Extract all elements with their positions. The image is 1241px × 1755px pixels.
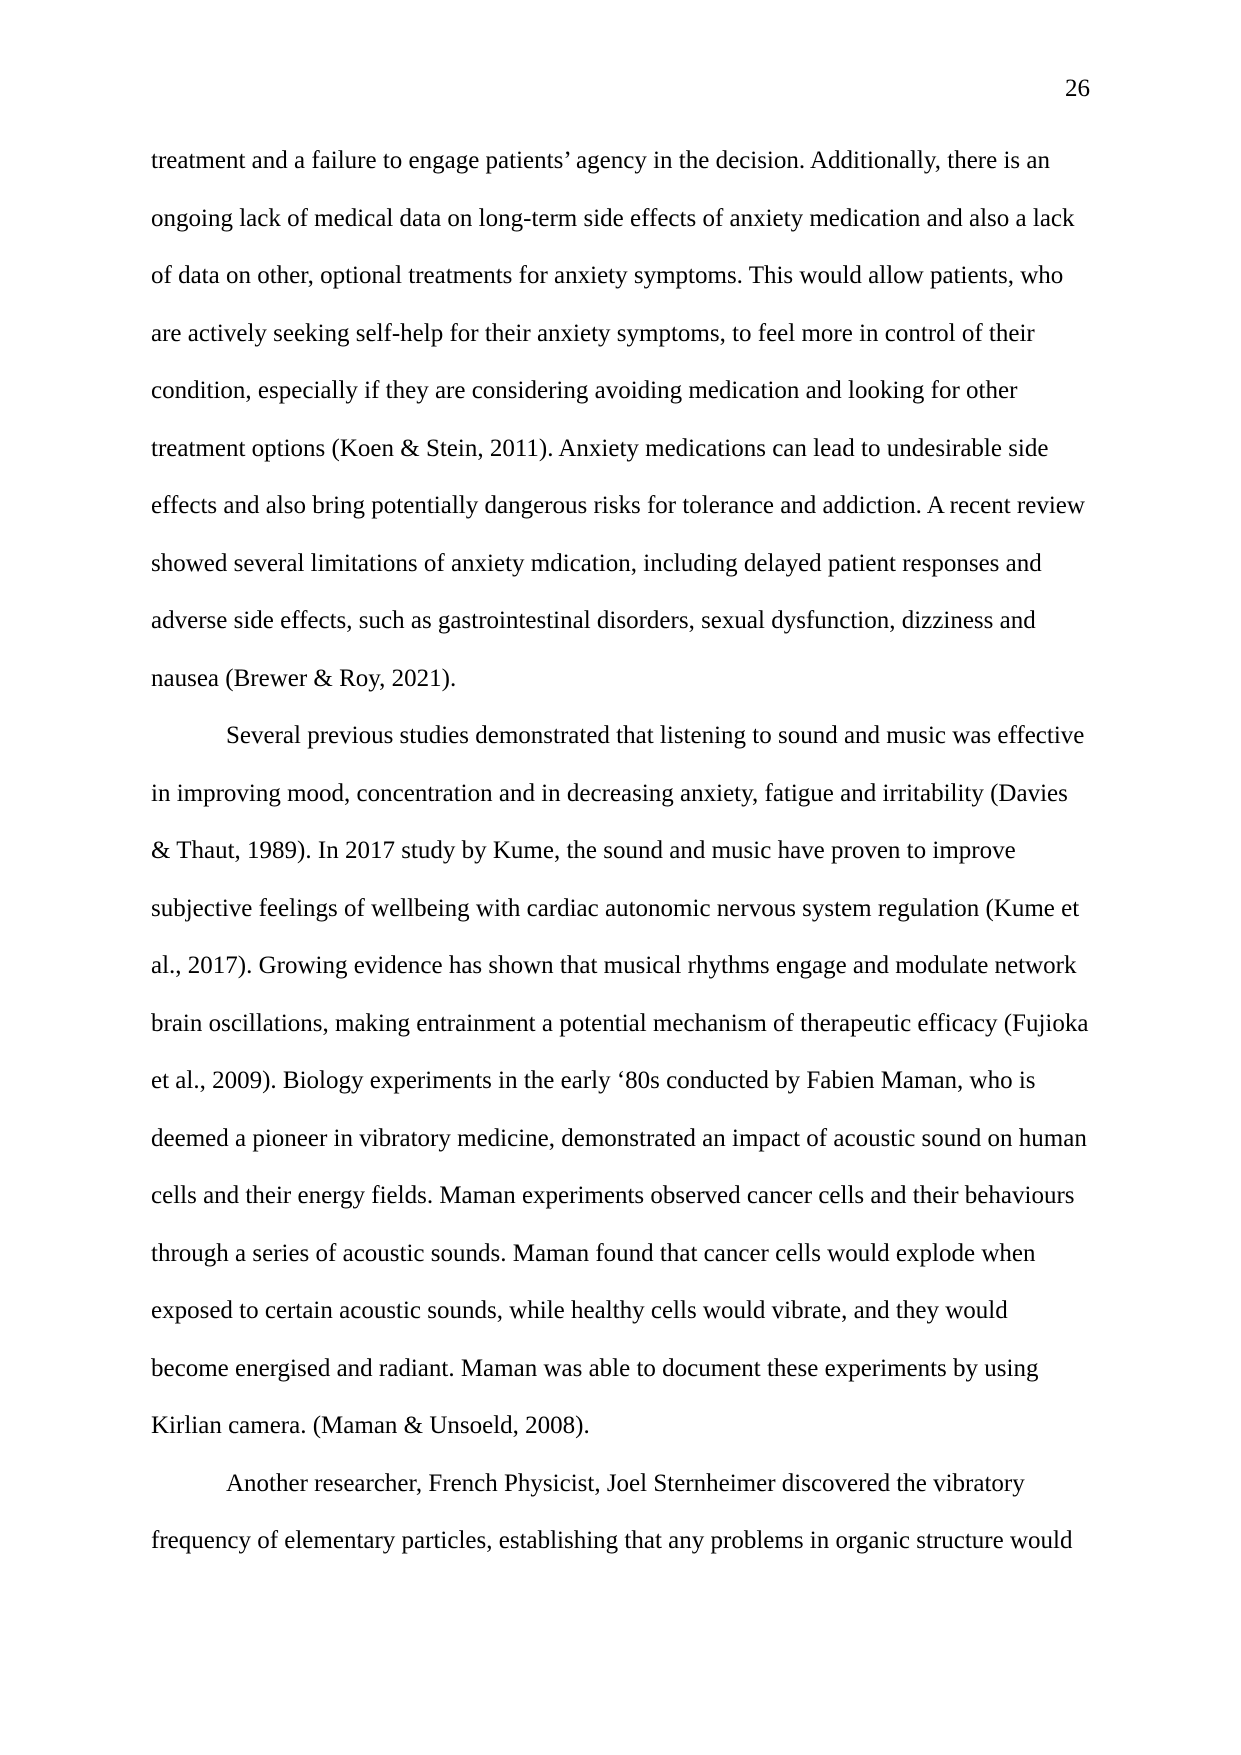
text-line: treatment options (Koen & Stein, 2011). Anxiety medications can lead to undesirable side: [151, 434, 1049, 462]
text-line: subjective feelings of wellbeing with cardiac autonomic nervous system regulation (Kume et: [151, 894, 1080, 922]
paragraph-2: [151, 720, 1111, 1468]
text-line: become energised and radiant. Maman was able to document these experiments by using: [151, 1354, 1039, 1382]
text-line: ongoing lack of medical data on long-term side effects of anxiety medication and also a lack: [151, 204, 1075, 232]
body-text: [151, 145, 1111, 1583]
text-line-indented: Several previous studies demonstrated that listening to sound and music was effective: [226, 722, 1085, 749]
text-line: et al., 2009). Biology experiments in the early ‘80s conducted by Fabien Maman, who is: [151, 1067, 1036, 1094]
text-line: cells and their energy fields. Maman experiments observed cancer cells and their behaviours: [151, 1182, 1075, 1209]
text-line: deemed a pioneer in vibratory medicine, demonstrated an impact of acoustic sound on human: [151, 1124, 1087, 1152]
text-line: Kirlian camera. (Maman & Unsoeld, 2008).: [151, 1412, 590, 1439]
text-line: effects and also bring potentially dangerous risks for tolerance and addiction. A recent review: [151, 492, 1085, 519]
text-line: of data on other, optional treatments for anxiety symptoms. This would allow patients, who: [151, 262, 1064, 289]
text-line: in improving mood, concentration and in decreasing anxiety, fatigue and irritability (Davies: [151, 779, 1068, 807]
text-line: al., 2017). Growing evidence has shown that musical rhythms engage and modulate network: [151, 952, 1077, 979]
text-line: brain oscillations, making entrainment a potential mechanism of therapeutic efficacy (Fujioka: [151, 1009, 1089, 1037]
paragraph-3: [151, 1468, 1111, 1583]
page-number: 26: [1065, 75, 1090, 102]
paragraph-1: [151, 145, 1111, 720]
text-line: showed several limitations of anxiety mdication, including delayed patient responses and: [151, 549, 1042, 577]
text-line: adverse side effects, such as gastrointestinal disorders, sexual dysfunction, dizziness and: [151, 607, 1036, 634]
text-line: condition, especially if they are considering avoiding medication and looking for other: [151, 377, 1018, 404]
text-line: through a series of acoustic sounds. Maman found that cancer cells would explode when: [151, 1239, 1036, 1267]
text-line: exposed to certain acoustic sounds, while healthy cells would vibrate, and they would: [151, 1297, 1008, 1324]
text-line-indented: Another researcher, French Physicist, Joel Sternheimer discovered the vibratory: [226, 1469, 1025, 1497]
text-line: & Thaut, 1989). In 2017 study by Kume, the sound and music have proven to improve: [151, 837, 1016, 864]
text-line: are actively seeking self-help for their anxiety symptoms, to feel more in control of their: [151, 319, 1035, 347]
text-line: nausea (Brewer & Roy, 2021).: [151, 664, 457, 692]
text-line: frequency of elementary particles, establishing that any problems in organic structure would: [151, 1527, 1073, 1554]
text-line: treatment and a failure to engage patients’ agency in the decision. Additionally, there is an: [151, 147, 1050, 174]
